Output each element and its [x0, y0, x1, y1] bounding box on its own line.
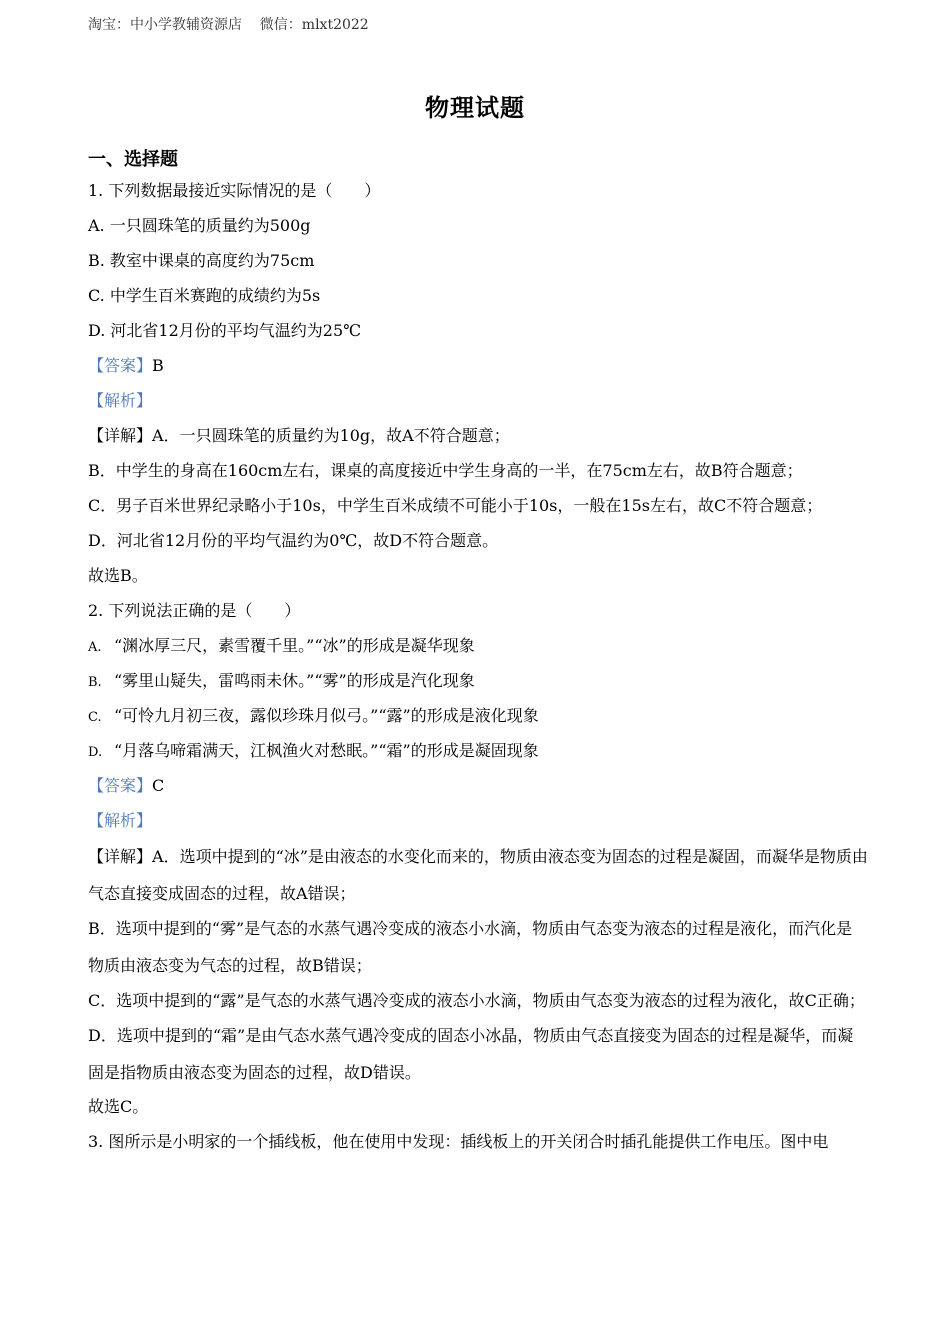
q1-option-b: B. 教室中课桌的高度约为75cm: [88, 251, 315, 270]
detail-tag: 【详解】: [88, 847, 153, 866]
q1-detail-3: D．河北省12月份的平均气温约为0℃，故D不符合题意。: [88, 531, 499, 550]
q2-analysis-tag: 【解析】: [88, 811, 153, 830]
q2-option-c: C. “可怜九月初三夜，露似珍珠月似弓。”“露”的形成是液化现象: [88, 706, 539, 725]
q2-option-d: D. “月落乌啼霜满天，江枫渔火对愁眠。”“霜”的形成是凝固现象: [88, 741, 539, 760]
answer-tag: 【答案】: [88, 356, 153, 375]
header-note: 淘宝：中小学教辅资源店 微信：mlxt2022: [88, 17, 369, 33]
q2-answer: [88, 772, 868, 807]
q2-detail-2: C．选项中提到的“露”是气态的水蒸气遇冷变成的液态小水滴，物质由气态变为液态的过程为液化，故C正确；: [88, 991, 865, 1010]
section-heading: 一、选择题: [88, 149, 178, 170]
q2-detail-0: 【详解】A．选项中提到的“冰”是由液态的水变化而来的，物质由液态变为固态的过程是凝固，而凝华是物质由气态直接变成固态的过程，故A错误；: [88, 847, 868, 903]
q1-detail-1: B．中学生的身高在160cm左右，课桌的高度接近中学生身高的一半，在75cm左右，故B符合题意；: [88, 461, 803, 480]
q1-option-a: A. 一只圆珠笔的质量约为500g: [88, 216, 311, 235]
q1-option-d: D. 河北省12月份的平均气温约为25℃: [88, 321, 362, 340]
q1-conclusion: 故选B。: [88, 566, 148, 585]
q3-stem: 3. 图所示是小明家的一个插线板，他在使用中发现：插线板上的开关闭合时插孔能提供工作电压。图中电: [88, 1132, 829, 1151]
page-title: 物理试题: [425, 93, 525, 122]
q2-option-a: A. “渊冰厚三尺，素雪覆千里。”“冰”的形成是凝华现象: [88, 636, 475, 655]
q1-detail-0: 【详解】A．一只圆珠笔的质量约为10g，故A不符合题意；: [88, 426, 510, 445]
detail-tag: 【详解】: [88, 426, 153, 445]
q1-answer: [88, 352, 868, 387]
q1-option-c: C. 中学生百米赛跑的成绩约为5s: [88, 286, 321, 305]
document-body: [88, 177, 868, 1163]
q1-detail-2: C．男子百米世界纪录略小于10s，中学生百米成绩不可能小于10s，一般在15s左右，故C不符合题意；: [88, 496, 823, 515]
answer-value: C: [152, 776, 165, 795]
q2-detail-1: B．选项中提到的“雾”是气态的水蒸气遇冷变成的液态小水滴，物质由气态变为液态的过程是液化，而汽化是物质由液态变为气态的过程，故B错误；: [88, 919, 853, 975]
q1-stem: 1. 下列数据最接近实际情况的是（ ）: [88, 181, 381, 200]
q2-detail-3: D．选项中提到的“霜”是由气态水蒸气遇冷变成的固态小冰晶，物质由气态直接变为固态的过程是凝华，而凝固是指物质由液态变为固态的过程，故D错误。: [88, 1026, 854, 1082]
q2-conclusion: 故选C。: [88, 1097, 149, 1116]
q2-option-b: B. “雾里山疑失，雷鸣雨未休。”“雾”的形成是汽化现象: [88, 671, 475, 690]
answer-value: B: [152, 356, 164, 375]
q1-analysis-tag: 【解析】: [88, 391, 153, 410]
q2-stem: 2. 下列说法正确的是（ ）: [88, 601, 301, 620]
answer-tag: 【答案】: [88, 776, 153, 795]
